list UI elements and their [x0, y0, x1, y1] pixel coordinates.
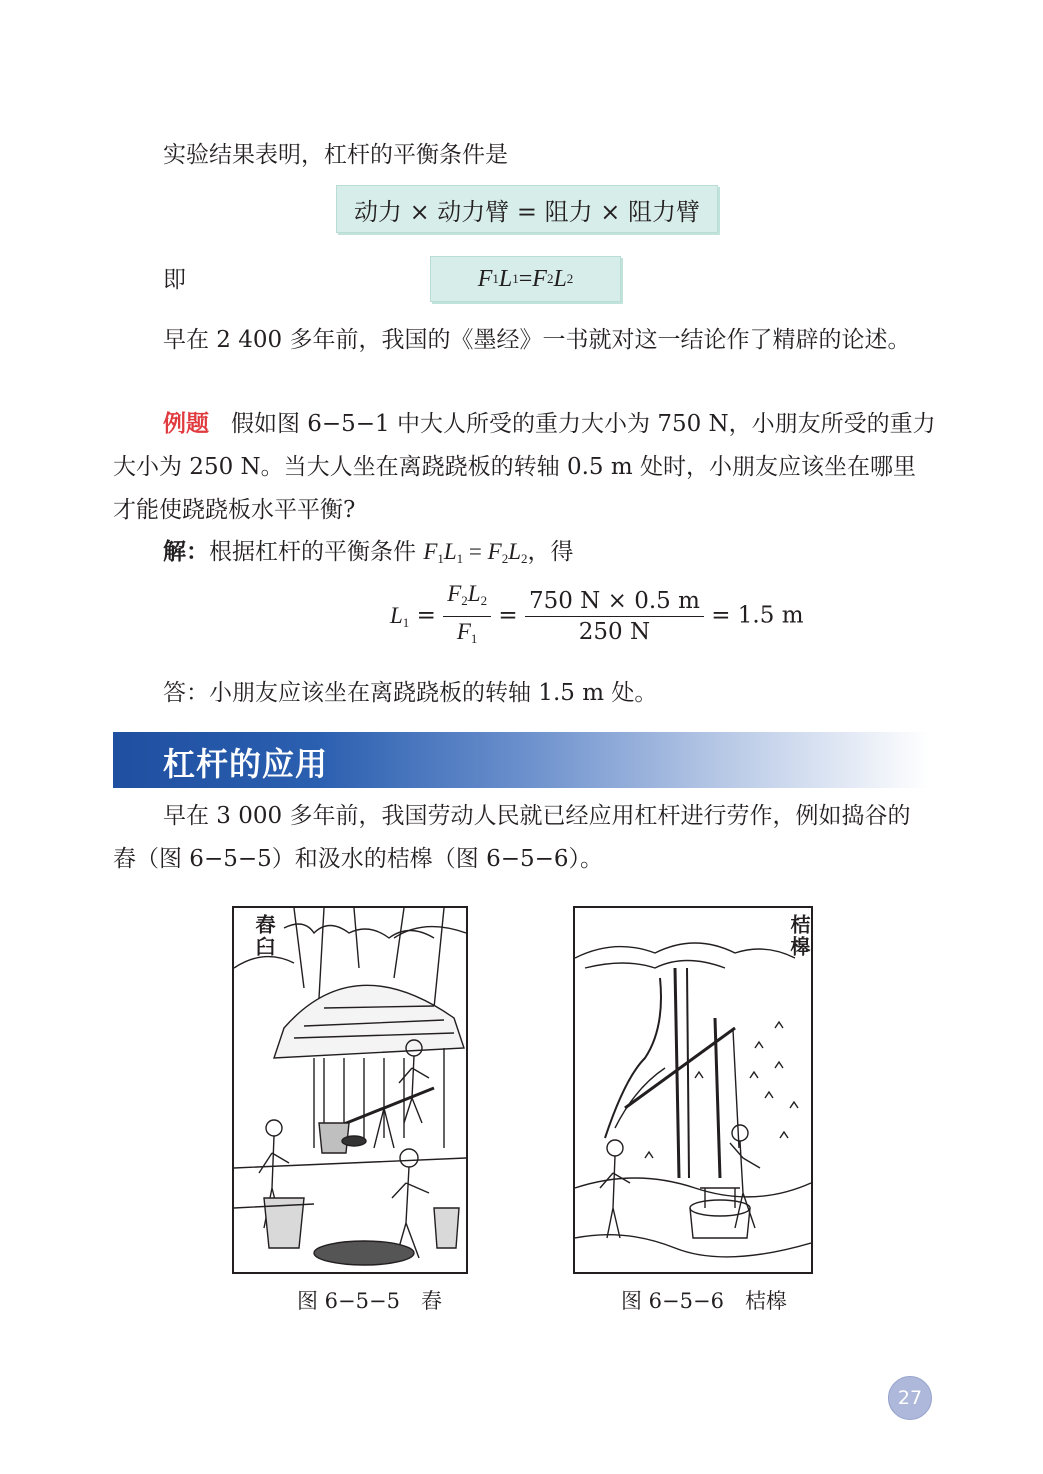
figure-well-sweep-image	[573, 906, 813, 1274]
ji-label: 即	[163, 267, 186, 293]
well-sweep-illustration	[575, 908, 811, 1272]
section-title: 杠杆的应用	[163, 745, 329, 783]
fraction-numeric: $\frac{750 N \times 0.5 m}{250 N}$	[525, 587, 704, 646]
fraction-symbolic: $\frac{F_2L_2}{F_1}$	[443, 580, 491, 653]
balance-condition-symbolic: F 1 L 1 = F 2 L 2	[430, 256, 621, 302]
answer-text: 答：小朋友应该坐在离跷跷板的转轴 1.5 m 处。	[163, 680, 658, 706]
application-line-1: 早在 3 000 多年前，我国劳动人民就已经应用杠杆进行劳作，例如捣谷的	[163, 803, 911, 829]
balance-condition-words: 动力 × 动力臂 = 阻力 × 阻力臂	[353, 197, 701, 226]
solution-line: 解：根据杠杆的平衡条件 $F_1L_1 = F_2L_2$，得	[163, 539, 574, 566]
example-line-3: 才能使跷跷板水平平衡?	[113, 497, 356, 523]
balance-condition-formula-box	[336, 185, 718, 233]
figure-mortar-label: 舂臼	[252, 914, 276, 958]
figure-well-sweep-label: 桔槔	[787, 914, 811, 958]
figure-well-sweep-caption: 图 6−5−6 桔槔	[621, 1289, 787, 1313]
intro-text: 实验结果表明，杠杆的平衡条件是	[163, 142, 508, 168]
solution-result: = 1.5 m	[711, 602, 804, 629]
figure-mortar-image	[232, 906, 468, 1274]
solution-label: 解：	[163, 539, 209, 565]
section-header-bar	[113, 732, 930, 788]
figure-mortar-caption: 图 6−5−5 舂	[297, 1289, 442, 1313]
mortar-illustration	[234, 908, 466, 1272]
example-line-2: 大小为 250 N。当大人坐在离跷跷板的转轴 0.5 m 处时，小朋友应该坐在哪里	[113, 454, 916, 480]
page-number: 27	[888, 1376, 932, 1420]
mojing-text: 早在 2 400 多年前，我国的《墨经》一书就对这一结论作了精辟的论述。	[163, 327, 911, 353]
example-line-1: 例题 假如图 6−5−1 中大人所受的重力大小为 750 N，小朋友所受的重力	[163, 411, 936, 437]
application-line-2: 舂（图 6−5−5）和汲水的桔槔（图 6−5−6）。	[113, 846, 604, 872]
example-label: 例题	[163, 411, 209, 437]
solution-equation: $L_1$ = $\frac{F_2L_2}{F_1}$ = $\frac{750 N \times 0.5 m}{250 N}$ = 1.5 m	[390, 580, 804, 653]
